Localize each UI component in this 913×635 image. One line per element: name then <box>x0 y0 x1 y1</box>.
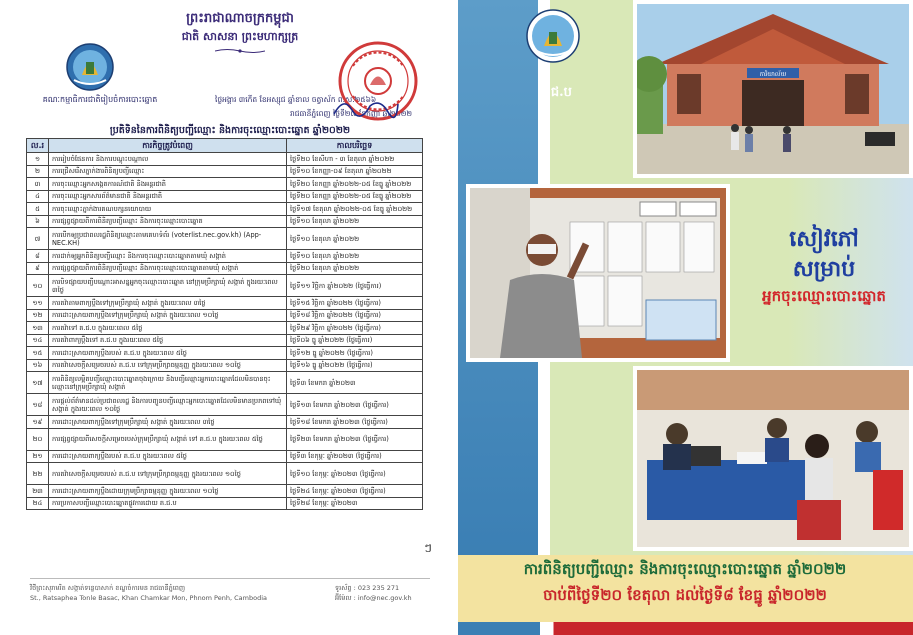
cell-task: ការបិទផ្សាយបញ្ជីបណ្តោះអាសន្នអ្នកចុះឈ្មោះបោះឆ្នោត នៅក្រុមប្រឹក្សាឃុំ សង្កាត់ ក្នុងរយៈពេល ៣ថ្ងៃ <box>49 275 287 297</box>
cell-number: ៨ <box>27 250 49 263</box>
cell-number: ១៥ <box>27 347 49 360</box>
nec-emblem-icon <box>64 42 116 92</box>
address-khmer: វិថីព្រះសុរាមរិត សង្កាត់ទន្លេបាសាក់ ខណ្ឌចំការមន រាជធានីភ្នំពេញ <box>30 584 186 592</box>
cell-number: ៦ <box>27 215 49 228</box>
footer-contact <box>335 583 435 603</box>
cell-task: ការបើកឲ្យប្រជាពលរដ្ឋពិនិត្យឈ្មោះតាមគេហទំព័រ (voterlist.nec.gov.kh) (App-NEC.KH) <box>49 228 287 250</box>
cell-number: ១ <box>27 153 49 166</box>
issue-date: រាជធានីភ្នំពេញ ថ្ងៃទី២៧ ខែកញ្ញា ឆ្នាំ២០២២ <box>290 109 413 118</box>
voter-list-illustration <box>470 188 726 358</box>
cell-number: ៥ <box>27 203 49 216</box>
table-row <box>27 347 423 360</box>
nec-label: គ.ជ.ប <box>538 85 572 100</box>
table-row <box>27 359 423 372</box>
cell-date: ថ្ងៃទី២៤ ខែកុម្ភៈ ឆ្នាំ២០២៣ (ថ្ងៃធ្វើការ) <box>287 485 423 498</box>
cell-number: ៣ <box>27 178 49 191</box>
table-row <box>27 322 423 335</box>
schedule-table <box>26 138 423 510</box>
cell-date: ថ្ងៃទី១០ ខែកុម្ភៈ ឆ្នាំ២០២៣ (ថ្ងៃធ្វើការ) <box>287 463 423 485</box>
booklet-logo-icon <box>525 8 581 64</box>
photo-registration-office <box>633 0 913 178</box>
cell-number: ១០ <box>27 275 49 297</box>
ornament-divider-icon <box>215 48 265 54</box>
cell-task: ការតវ៉ាសេចក្តីសម្រេចរបស់ គ.ជ.ប ទៅក្រុមប្រឹក្សាធម្មនុញ្ញ ក្នុងរយៈពេល ១០ថ្ងៃ <box>49 463 287 485</box>
booklet-title-line2: សម្រាប់ <box>792 256 856 282</box>
cell-date: ថ្ងៃទី១៦ ធ្នូ ឆ្នាំ២០២២ (ថ្ងៃធ្វើការ) <box>287 359 423 372</box>
cell-number: ២ <box>27 165 49 178</box>
cell-date: ថ្ងៃទី៣ ខែមករា ឆ្នាំ២០២៣ <box>287 372 423 394</box>
cell-task: ការដោះស្រាយពាក្យប្តឹងរបស់ គ.ជ.ប ក្នុងរយៈពេល ៥ថ្ងៃ <box>49 450 287 463</box>
kingdom-motto: ជាតិ សាសនា ព្រះមហាក្សត្រ <box>181 30 299 43</box>
office-sign-text: ការិយាល័យ <box>759 71 787 78</box>
table-row <box>27 372 423 394</box>
table-row <box>27 250 423 263</box>
cell-date: ថ្ងៃទី០៦ ធ្នូ ឆ្នាំ២០២២ (ថ្ងៃធ្វើការ) <box>287 334 423 347</box>
cell-date: ថ្ងៃទី១០ ខែតុលា ឆ្នាំ២០២២ <box>287 228 423 250</box>
column-header-date: កាលបរិច្ឆេទ <box>287 139 423 153</box>
table-row <box>27 228 423 250</box>
cell-date: ថ្ងៃទី២០ ខែសីហា - ៣ ខែតុលា ឆ្នាំ២០២២ <box>287 153 423 166</box>
cell-task: ការដោះស្រាយពាក្យប្តឹងទៅក្រុមប្រឹក្សាឃុំ សង្កាត់ ក្នុងរយៈពេល ៣ថ្ងៃ <box>49 416 287 429</box>
booklet-title <box>736 224 912 308</box>
table-row <box>27 450 423 463</box>
cell-date: ថ្ងៃទី១០ ខែតុលា ឆ្នាំ២០២២ <box>287 215 423 228</box>
cell-task: ការផ្សព្វផ្សាយពីការពិនិត្យបញ្ជីឈ្មោះ និងការចុះឈ្មោះបោះឆ្នោត <box>49 215 287 228</box>
registration-desk-illustration <box>637 370 909 547</box>
table-row <box>27 262 423 275</box>
cell-number: ១៣ <box>27 322 49 335</box>
cell-task: ការដាក់ឲ្យអ្នកពិនិត្យបញ្ជីឈ្មោះ និងការចុះឈ្មោះបោះឆ្នោតតាមឃុំ សង្កាត់ <box>49 250 287 263</box>
cell-date: ថ្ងៃទី១៥ វិច្ឆិកា ឆ្នាំ២០២២ (ថ្ងៃធ្វើការ) <box>287 297 423 310</box>
cell-date: ថ្ងៃទី២០ ខែកញ្ញា ឆ្នាំ២០២២-០៥ ខែធ្នូ ឆ្នាំ២០២២ <box>287 190 423 203</box>
cell-task: ការដោះស្រាយពាក្យប្តឹងទៅក្រុមប្រឹក្សាឃុំ សង្កាត់ ក្នុងរយៈពេល ១០ថ្ងៃ <box>49 309 287 322</box>
cell-date: ថ្ងៃទី១០ ខែតុលា ឆ្នាំ២០២២ <box>287 250 423 263</box>
cell-task: ការដោះស្រាយពាក្យប្តឹងដោយក្រុមប្រឹក្សាធម្មនុញ្ញ ក្នុងរយៈពេល ១០ថ្ងៃ <box>49 485 287 498</box>
cell-number: ១២ <box>27 309 49 322</box>
cell-date: ថ្ងៃទី១២ ធ្នូ ឆ្នាំ២០២២ (ថ្ងៃធ្វើការ) <box>287 347 423 360</box>
footer-address <box>30 583 290 603</box>
phone-number: ទូរស័ព្ទ : 023 235 271 <box>335 584 400 592</box>
cell-task: ការពិនិត្យលម្អិតបញ្ជីឈ្មោះបោះឆ្នោតចុងក្រោយ និងបញ្ជីឈ្មោះអ្នកបោះឆ្នោតដែលមិនបានចុះឈ្មោះនៅក្រុមប្រឹក្សាឃុំ សង្កាត់ <box>49 372 287 394</box>
cell-task: ការជ្រើសរើសភ្នាក់ងារពិនិត្យបញ្ជីឈ្មោះ <box>49 165 287 178</box>
cell-number: ៤ <box>27 190 49 203</box>
cell-number: ១៤ <box>27 334 49 347</box>
cell-task: ការផ្សព្វផ្សាយពីសេចក្តីសម្រេចរបស់ក្រុមប្រឹក្សាឃុំ សង្កាត់ ទៅ គ.ជ.ប ក្នុងរយៈពេល ៥ថ្ងៃ <box>49 428 287 450</box>
cell-number: ២១ <box>27 450 49 463</box>
photo-checking-voter-list <box>466 184 730 362</box>
cell-date: ថ្ងៃទី២៨ ខែកុម្ភៈ ឆ្នាំ២០២៣ <box>287 497 423 510</box>
table-row <box>27 275 423 297</box>
table-row <box>27 297 423 310</box>
table-row <box>27 428 423 450</box>
page-mark: ៗ <box>424 541 432 555</box>
table-row <box>27 178 423 191</box>
cell-date: ថ្ងៃទី៣ ខែកុម្ភៈ ឆ្នាំ២០២៣ (ថ្ងៃធ្វើការ) <box>287 450 423 463</box>
cell-number: ១៩ <box>27 416 49 429</box>
cell-number: ២៣ <box>27 485 49 498</box>
cell-date: ថ្ងៃទី២០ ខែកញ្ញា ឆ្នាំ២០២២-០៥ ខែធ្នូ ឆ្នាំ២០២២ <box>287 178 423 191</box>
column-header-no: ល.រ <box>27 139 49 153</box>
table-row <box>27 485 423 498</box>
cell-number: ៧ <box>27 228 49 250</box>
photo-registration-desk <box>633 366 913 551</box>
table-row <box>27 203 423 216</box>
lunar-date: ថ្ងៃអង្គារ ៣កើត ខែអស្សុជ ឆ្នាំខាល ចត្វាស័ក ព.ស.២៥៦៦ <box>215 95 377 104</box>
cell-date: ថ្ងៃទី១៨ ខែមករា ឆ្នាំ២០២៣ (ថ្ងៃធ្វើការ) <box>287 416 423 429</box>
cell-number: ១៨ <box>27 394 49 416</box>
kingdom-title: ព្រះរាជាណាចក្រកម្ពុជា <box>186 11 294 26</box>
schedule-table-body <box>27 153 423 510</box>
cell-date: ថ្ងៃទី១០ ខែកញ្ញា-០៩ ខែតុលា ឆ្នាំ២០២២ <box>287 165 423 178</box>
booklet-title-line1: សៀវភៅ <box>789 226 859 252</box>
cell-task: ការផ្សព្វផ្សាយពីការពិនិត្យបញ្ជីឈ្មោះ និងការចុះឈ្មោះបោះឆ្នោតតាមឃុំ សង្កាត់ <box>49 262 287 275</box>
cell-task: ការចុះឈ្មោះអ្នកសង្កេតការណ៍ជាតិ និងអន្តរជាតិ <box>49 178 287 191</box>
table-row <box>27 153 423 166</box>
cell-task: ការតវ៉ាសេចក្តីសម្រេចរបស់ គ.ជ.ប ទៅក្រុមប្រឹក្សាធម្មនុញ្ញ ក្នុងរយៈពេល ១០ថ្ងៃ <box>49 359 287 372</box>
cell-number: ១៧ <box>27 372 49 394</box>
cell-task: ការប្រកាសបញ្ជីឈ្មោះបោះឆ្នោតផ្លូវការដោយ គ.ជ.ប <box>49 497 287 510</box>
office-building-illustration <box>637 4 909 174</box>
table-row <box>27 394 423 416</box>
cover-date-range: ចាប់ពីថ្ងៃទី២០ ខែតុលា ដល់ថ្ងៃទី៨ ខែធ្នូ ឆ្នាំ២០២២ <box>543 586 827 604</box>
cell-task: ការចុះឈ្មោះអ្នកសារព័ត៌មានជាតិ និងអន្តរជាតិ <box>49 190 287 203</box>
cell-task: ការដោះស្រាយពាក្យប្តឹងរបស់ គ.ជ.ប ក្នុងរយៈពេល ៥ថ្ងៃ <box>49 347 287 360</box>
cell-date: ថ្ងៃទី១៨ វិច្ឆិកា ឆ្នាំ២០២២ (ថ្ងៃធ្វើការ) <box>287 309 423 322</box>
cell-date: ថ្ងៃទី២៩ វិច្ឆិកា ឆ្នាំ២០២២ (ថ្ងៃធ្វើការ) <box>287 322 423 335</box>
cell-date: ថ្ងៃទី២០ ខែតុលា ឆ្នាំ២០២២ <box>287 262 423 275</box>
cell-task: ការតវ៉ាពាក្យប្តឹងទៅ គ.ជ.ប ក្នុងរយៈពេល ៥ថ្ងៃ <box>49 334 287 347</box>
cell-number: ២០ <box>27 428 49 450</box>
cell-date: ថ្ងៃទី២៣ ខែមករា ឆ្នាំ២០២៣ (ថ្ងៃធ្វើការ) <box>287 428 423 450</box>
footer-divider <box>30 578 430 579</box>
cell-date: ថ្ងៃទី១១ វិច្ឆិកា ឆ្នាំ២០២២ (ថ្ងៃធ្វើការ) <box>287 275 423 297</box>
cell-number: ២២ <box>27 463 49 485</box>
signature-icon <box>330 92 400 122</box>
email-address: អ៊ីម៉ែល : info@nec.gov.kh <box>335 594 412 602</box>
cell-date: ថ្ងៃទី១៣ ខែមករា ឆ្នាំ២០២៣ (ថ្ងៃធ្វើការ) <box>287 394 423 416</box>
ministry-name: គណៈកម្មាធិការជាតិរៀបចំការបោះឆ្នោត <box>42 95 158 104</box>
cell-number: ១៦ <box>27 359 49 372</box>
cell-number: ២៤ <box>27 497 49 510</box>
cell-task: ការតវ៉ាទៅ គ.ជ.ប ក្នុងរយៈពេល ៥ថ្ងៃ <box>49 322 287 335</box>
cell-task: ការតវ៉ាតាមពាក្យប្តឹងទៅក្រុមប្រឹក្សាឃុំ សង្កាត់ ក្នុងរយៈពេល ៣ថ្ងៃ <box>49 297 287 310</box>
table-row <box>27 190 423 203</box>
booklet-title-line3: អ្នកចុះឈ្មោះបោះឆ្នោត <box>762 287 886 305</box>
cell-date: ថ្ងៃទី១៧ ខែតុលា ឆ្នាំ២០២២-០៥ ខែធ្នូ ឆ្នាំ២០២២ <box>287 203 423 216</box>
cover-subtitle: ការពិនិត្យបញ្ជីឈ្មោះ និងការចុះឈ្មោះបោះឆ្នោត ឆ្នាំ២០២២ <box>523 560 847 578</box>
table-row <box>27 309 423 322</box>
cell-number: ៩ <box>27 262 49 275</box>
cell-task: ការចុះឈ្មោះភ្នាក់ងារគណបក្សនយោបាយ <box>49 203 287 216</box>
table-row <box>27 334 423 347</box>
cell-task: ការផ្តល់ព័ត៌មានដល់ប្រជាពលរដ្ឋ និងការបញ្ជូនបញ្ជីឈ្មោះអ្នកបោះឆ្នោតដែលមិនមានប្រភពទៅឃុំ សង្កាត់ ក្នុងរយៈពេល ១០ថ្ងៃ <box>49 394 287 416</box>
table-row <box>27 497 423 510</box>
table-row <box>27 165 423 178</box>
cell-task: ការរៀបចំផែនការ និងការបណ្តុះបណ្តាល <box>49 153 287 166</box>
table-row <box>27 463 423 485</box>
document-heading: ប្រតិទិននៃការពិនិត្យបញ្ជីឈ្មោះ និងការចុះឈ្មោះបោះឆ្នោត ឆ្នាំ២០២២ <box>109 125 351 136</box>
column-header-task: ការកិច្ចត្រូវបំពេញ <box>49 139 287 153</box>
table-row <box>27 215 423 228</box>
cover-bottom-strip <box>458 622 913 635</box>
cell-number: ១១ <box>27 297 49 310</box>
table-row <box>27 416 423 429</box>
address-english: St., Ratsaphea Tonle Basac, Khan Chamkar Mon, Phnom Penh, Cambodia <box>30 594 267 602</box>
